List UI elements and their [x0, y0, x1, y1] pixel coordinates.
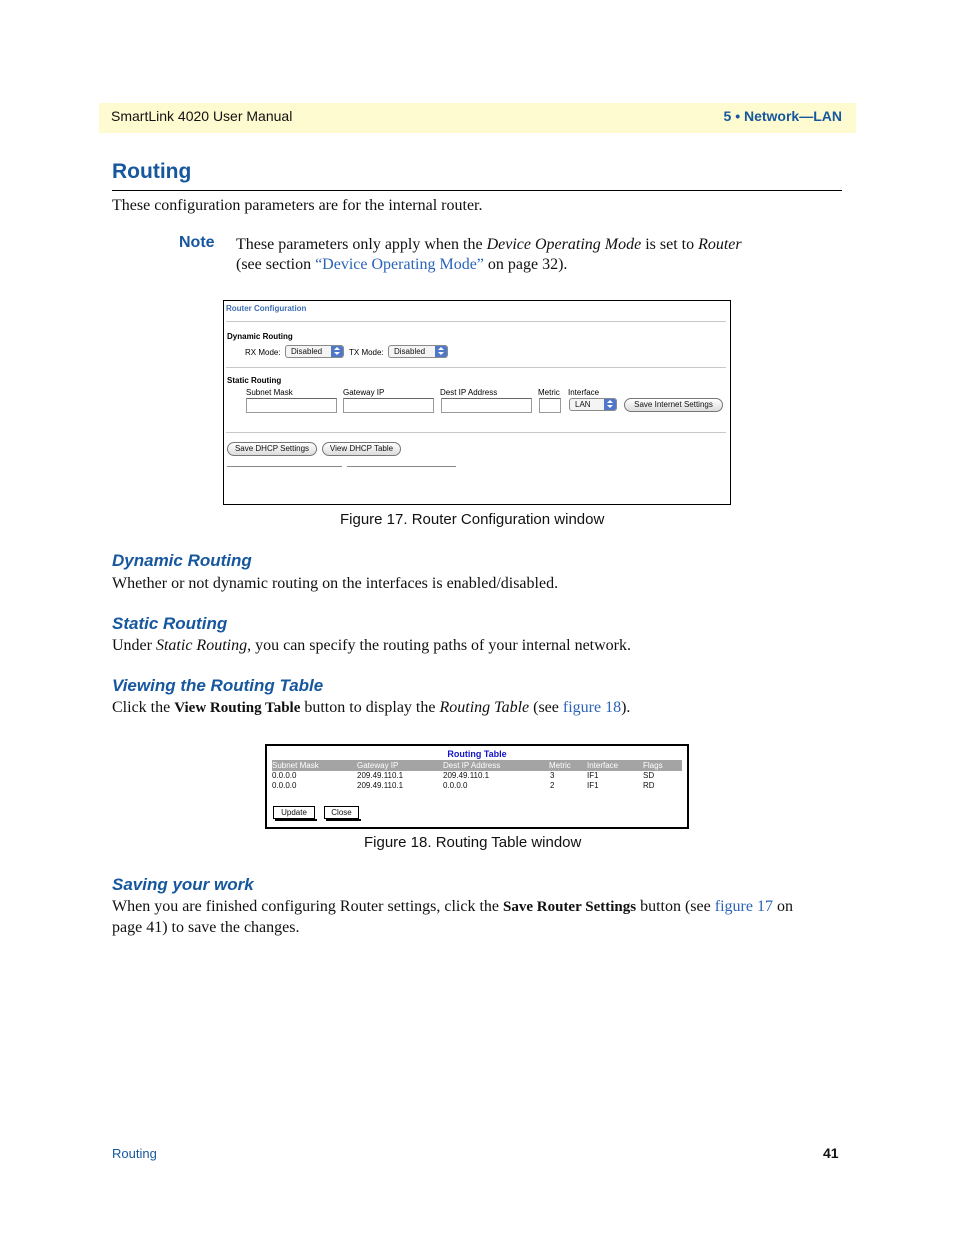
column-header: Metric: [549, 761, 571, 770]
static-routing-text: Under Static Routing, you can specify the routing paths of your internal network.: [112, 637, 631, 654]
static-routing-heading: Static Routing: [112, 614, 228, 633]
table-cell: 0.0.0.0: [272, 771, 297, 780]
figure-18-caption: Figure 18. Routing Table window: [364, 834, 582, 851]
dest-ip-input[interactable]: [441, 398, 532, 413]
saving-work-heading: Saving your work: [112, 875, 254, 894]
table-cell: 2: [550, 781, 555, 790]
view-dhcp-table-button[interactable]: View DHCP Table: [322, 442, 401, 456]
dynamic-routing-text: Whether or not dynamic routing on the interfaces is enabled/disabled.: [112, 575, 559, 592]
column-header: Dest IP Address: [443, 761, 501, 770]
table-cell: IF1: [587, 781, 599, 790]
metric-label: Metric: [538, 388, 560, 397]
figure-17-link[interactable]: figure 17: [714, 898, 773, 915]
static-routing-label: Static Routing: [227, 376, 282, 385]
column-header: Gateway IP: [357, 761, 399, 770]
save-internet-settings-button[interactable]: Save Internet Settings: [624, 398, 723, 412]
divider: [347, 466, 456, 467]
table-cell: 0.0.0.0: [443, 781, 468, 790]
footer-section: Routing: [112, 1146, 157, 1161]
subnet-mask-label: Subnet Mask: [246, 388, 293, 397]
interface-label: Interface: [568, 388, 600, 397]
gateway-ip-input[interactable]: [343, 398, 434, 413]
column-header: Flags: [643, 761, 663, 770]
gateway-ip-label: Gateway IP: [343, 388, 385, 397]
dynamic-routing-heading: Dynamic Routing: [112, 551, 252, 570]
routing-table-title: Routing Table: [447, 749, 507, 759]
note-line-1: These parameters only apply when the Device Operating Mode is set to Router: [236, 236, 742, 253]
note-label: Note: [179, 234, 215, 251]
note-line-2: (see section “Device Operating Mode” on page 32).: [236, 256, 568, 273]
chevron-updown-icon: [604, 399, 616, 410]
close-button[interactable]: Close: [324, 806, 359, 819]
page-number: 41: [823, 1145, 839, 1161]
table-cell: 3: [550, 771, 555, 780]
update-button[interactable]: Update: [273, 806, 315, 819]
table-cell: SD: [643, 771, 655, 780]
figure-18-link[interactable]: figure 18: [562, 699, 622, 716]
device-mode-link[interactable]: “Device Operating Mode”: [315, 256, 484, 273]
router-config-title: Router Configuration: [226, 304, 307, 313]
running-header: [99, 103, 856, 133]
figure-17-caption: Figure 17. Router Configuration window: [340, 511, 605, 528]
section-rule: [112, 190, 842, 191]
divider: [227, 466, 342, 467]
divider: [226, 321, 726, 322]
routing-table-window: [265, 744, 689, 829]
routing-table-header: [272, 760, 682, 771]
saving-work-line-1: When you are finished configuring Router settings, click the Save Router Settings button (see figure 17 on: [112, 898, 793, 915]
divider: [226, 432, 726, 433]
chevron-updown-icon: [435, 346, 447, 357]
manual-title: SmartLink 4020 User Manual: [111, 108, 293, 124]
table-cell: 209.49.110.1: [357, 781, 404, 790]
metric-input[interactable]: [539, 398, 561, 413]
chevron-updown-icon: [331, 346, 343, 357]
dynamic-routing-label: Dynamic Routing: [227, 332, 293, 341]
rx-mode-select[interactable]: Disabled: [285, 345, 344, 358]
chapter-title: 5 • Network—LAN: [723, 108, 842, 124]
table-cell: IF1: [587, 771, 599, 780]
tx-mode-select[interactable]: Disabled: [388, 345, 448, 358]
rx-mode-label: RX Mode:: [245, 348, 281, 357]
table-cell: 0.0.0.0: [272, 781, 297, 790]
section-title: Routing: [112, 160, 192, 183]
interface-select[interactable]: LAN: [569, 398, 617, 411]
save-dhcp-settings-button[interactable]: Save DHCP Settings: [227, 442, 317, 456]
intro-paragraph: These configuration parameters are for the internal router.: [112, 197, 483, 214]
column-header: Subnet Mask: [272, 761, 319, 770]
table-cell: RD: [643, 781, 655, 790]
tx-mode-label: TX Mode:: [349, 348, 384, 357]
subnet-mask-input[interactable]: [246, 398, 337, 413]
dest-ip-label: Dest IP Address: [440, 388, 498, 397]
divider: [226, 367, 726, 368]
router-configuration-window: [223, 300, 731, 505]
viewing-routing-table-text: Click the View Routing Table button to display the Routing Table (see figure 18).: [112, 699, 631, 716]
column-header: Interface: [587, 761, 619, 770]
viewing-routing-table-heading: Viewing the Routing Table: [112, 676, 324, 695]
saving-work-line-2: page 41) to save the changes.: [112, 919, 300, 936]
table-cell: 209.49.110.1: [443, 771, 490, 780]
table-cell: 209.49.110.1: [357, 771, 404, 780]
